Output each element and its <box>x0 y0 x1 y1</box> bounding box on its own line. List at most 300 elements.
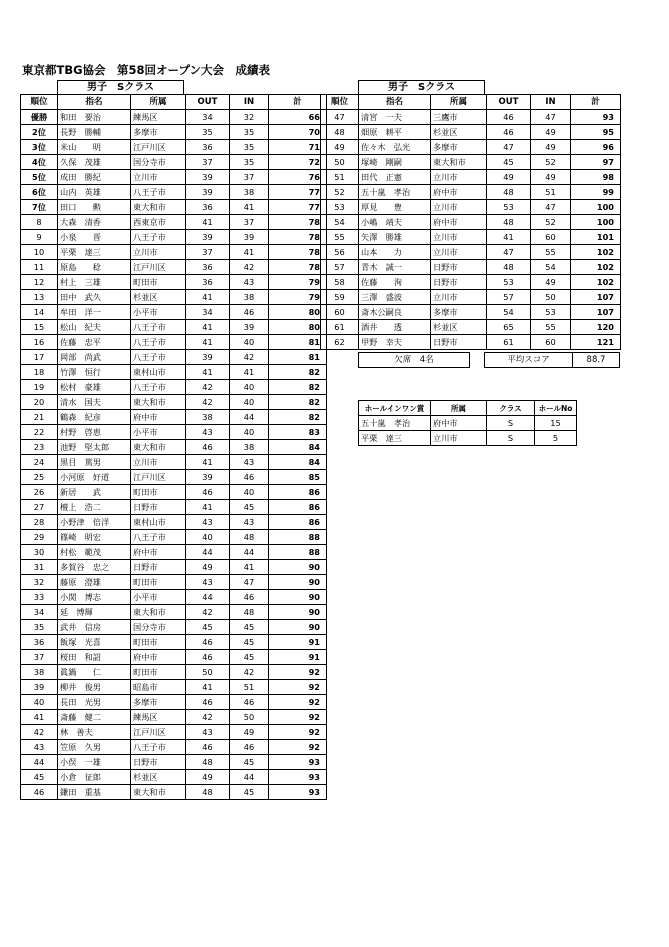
table-row <box>21 230 327 245</box>
affiliation-cell: 立川市 <box>131 245 186 260</box>
in-cell: 40 <box>230 380 269 395</box>
hio-header-row <box>359 401 577 416</box>
table-row <box>321 245 621 260</box>
name-cell: 大森 清香 <box>58 215 131 230</box>
name-cell: 松山 紀夫 <box>58 320 131 335</box>
affiliation-cell: 杉並区 <box>131 290 186 305</box>
in-cell: 44 <box>230 545 269 560</box>
total-cell: 84 <box>269 455 327 470</box>
in-cell: 46 <box>230 695 269 710</box>
affiliation-cell: 日野市 <box>431 260 487 275</box>
in-cell: 48 <box>230 530 269 545</box>
name-cell: 小河原 好道 <box>58 470 131 485</box>
table-row <box>21 770 327 785</box>
out-cell: 41 <box>186 680 230 695</box>
name-cell: 松村 豪雄 <box>58 380 131 395</box>
name-cell: 眞鍋 仁 <box>58 665 131 680</box>
total-cell: 102 <box>571 275 621 290</box>
table-row <box>21 680 327 695</box>
in-cell: 45 <box>230 650 269 665</box>
table-row <box>21 170 327 185</box>
affiliation-cell: 町田市 <box>131 665 186 680</box>
table-row <box>321 335 621 350</box>
table-row <box>21 695 327 710</box>
name-cell: 多賀谷 忠之 <box>58 560 131 575</box>
out-cell: 47 <box>487 245 531 260</box>
affiliation-cell: 三鷹市 <box>431 110 487 125</box>
affiliation-cell: 小平市 <box>131 305 186 320</box>
out-cell: 39 <box>186 185 230 200</box>
total-cell: 92 <box>269 695 327 710</box>
in-cell: 45 <box>230 620 269 635</box>
in-cell: 55 <box>531 245 571 260</box>
rank-cell: 39 <box>21 680 58 695</box>
affiliation-cell: 小平市 <box>131 425 186 440</box>
table-row <box>21 740 327 755</box>
rank-cell: 32 <box>21 575 58 590</box>
name-cell: 武井 信房 <box>58 620 131 635</box>
name-cell: 村野 啓恵 <box>58 425 131 440</box>
table-row <box>321 320 621 335</box>
rank-cell: 21 <box>21 410 58 425</box>
out-cell: 48 <box>487 185 531 200</box>
table-row <box>321 275 621 290</box>
table-row <box>21 200 327 215</box>
in-cell: 35 <box>230 155 269 170</box>
name-cell: 村松 範茂 <box>58 545 131 560</box>
in-cell: 51 <box>531 185 571 200</box>
affiliation-cell: 町田市 <box>131 485 186 500</box>
rank-cell: 優勝 <box>21 110 58 125</box>
affiliation-cell: 練馬区 <box>131 110 186 125</box>
rank-cell: 59 <box>321 290 359 305</box>
affiliation-cell: 八王子市 <box>131 740 186 755</box>
out-cell: 61 <box>487 335 531 350</box>
affiliation-cell: 東大和市 <box>131 605 186 620</box>
col-out: OUT <box>186 95 230 110</box>
affiliation-cell: 多摩市 <box>431 305 487 320</box>
out-cell: 42 <box>186 395 230 410</box>
out-cell: 48 <box>186 755 230 770</box>
affiliation-cell: 東大和市 <box>431 155 487 170</box>
in-cell: 50 <box>230 710 269 725</box>
affiliation-cell: 八王子市 <box>131 380 186 395</box>
affiliation-cell: 立川市 <box>131 455 186 470</box>
rank-cell: 57 <box>321 260 359 275</box>
out-cell: 34 <box>186 110 230 125</box>
col-name: 指名 <box>359 95 431 110</box>
affiliation-cell: 江戸川区 <box>131 140 186 155</box>
in-cell: 42 <box>230 665 269 680</box>
header-row <box>321 95 621 110</box>
out-cell: 37 <box>186 155 230 170</box>
table-row <box>21 125 327 140</box>
out-cell: 36 <box>186 140 230 155</box>
affiliation-cell: 多摩市 <box>131 125 186 140</box>
name-cell: 成田 勝紀 <box>58 170 131 185</box>
in-cell: 50 <box>531 290 571 305</box>
in-cell: 46 <box>230 305 269 320</box>
hio-affiliation-cell: 府中市 <box>431 416 487 431</box>
in-cell: 40 <box>230 395 269 410</box>
affiliation-cell: 東大和市 <box>131 440 186 455</box>
total-cell: 86 <box>269 485 327 500</box>
out-cell: 41 <box>186 365 230 380</box>
affiliation-cell: 練馬区 <box>131 710 186 725</box>
rank-cell: 31 <box>21 560 58 575</box>
rank-cell: 42 <box>21 725 58 740</box>
rank-cell: 13 <box>21 290 58 305</box>
rank-cell: 28 <box>21 515 58 530</box>
rank-cell: 38 <box>21 665 58 680</box>
rank-cell: 8 <box>21 215 58 230</box>
in-cell: 47 <box>230 575 269 590</box>
name-cell: 檀上 浩二 <box>58 500 131 515</box>
affiliation-cell: 立川市 <box>131 170 186 185</box>
rank-cell: 60 <box>321 305 359 320</box>
rank-cell: 41 <box>21 710 58 725</box>
total-cell: 93 <box>571 110 621 125</box>
total-cell: 90 <box>269 590 327 605</box>
in-cell: 53 <box>531 305 571 320</box>
rank-cell: 61 <box>321 320 359 335</box>
rank-cell: 2位 <box>21 125 58 140</box>
table-row <box>321 155 621 170</box>
out-cell: 42 <box>186 380 230 395</box>
hio-hole-cell: 15 <box>535 416 577 431</box>
rank-cell: 12 <box>21 275 58 290</box>
col-affiliation: 所属 <box>431 95 487 110</box>
hio-col-hole: ホールNo <box>535 401 577 416</box>
out-cell: 50 <box>186 665 230 680</box>
name-cell: 小俣 一雄 <box>58 755 131 770</box>
hio-col-class: クラス <box>487 401 535 416</box>
total-cell: 100 <box>571 215 621 230</box>
class-caption-left: 男子 Sクラス <box>57 80 184 95</box>
table-row <box>21 605 327 620</box>
in-cell: 49 <box>531 275 571 290</box>
name-cell: 三澤 盛波 <box>359 290 431 305</box>
affiliation-cell: 立川市 <box>431 230 487 245</box>
name-cell: 岡部 尚武 <box>58 350 131 365</box>
rank-cell: 50 <box>321 155 359 170</box>
name-cell: 篠崎 明宏 <box>58 530 131 545</box>
rank-cell: 33 <box>21 590 58 605</box>
results-table-left <box>20 94 327 800</box>
out-cell: 41 <box>186 335 230 350</box>
affiliation-cell: 東大和市 <box>131 785 186 800</box>
out-cell: 42 <box>186 710 230 725</box>
affiliation-cell: 小平市 <box>131 590 186 605</box>
table-row <box>21 410 327 425</box>
total-cell: 101 <box>571 230 621 245</box>
table-row <box>21 290 327 305</box>
out-cell: 46 <box>186 740 230 755</box>
total-cell: 81 <box>269 350 327 365</box>
table-row <box>21 440 327 455</box>
rank-cell: 36 <box>21 635 58 650</box>
total-cell: 66 <box>269 110 327 125</box>
out-cell: 65 <box>487 320 531 335</box>
total-cell: 76 <box>269 170 327 185</box>
table-row <box>21 755 327 770</box>
out-cell: 36 <box>186 260 230 275</box>
table-row <box>21 665 327 680</box>
name-cell: 小倉 征郎 <box>58 770 131 785</box>
in-cell: 41 <box>230 365 269 380</box>
out-cell: 43 <box>186 515 230 530</box>
rank-cell: 18 <box>21 365 58 380</box>
hio-class-cell: S <box>487 431 535 446</box>
rank-cell: 58 <box>321 275 359 290</box>
rank-cell: 62 <box>321 335 359 350</box>
name-cell: 柳井 俊男 <box>58 680 131 695</box>
out-cell: 49 <box>186 770 230 785</box>
absent-count: 欠席 4名 <box>358 352 470 368</box>
out-cell: 44 <box>186 545 230 560</box>
table-row <box>21 725 327 740</box>
total-cell: 120 <box>571 320 621 335</box>
in-cell: 47 <box>531 110 571 125</box>
total-cell: 81 <box>269 335 327 350</box>
name-cell: 田口 勲 <box>58 200 131 215</box>
affiliation-cell: 江戸川区 <box>131 725 186 740</box>
name-cell: 佐藤 忠平 <box>58 335 131 350</box>
in-cell: 45 <box>230 500 269 515</box>
rank-cell: 10 <box>21 245 58 260</box>
rank-cell: 17 <box>21 350 58 365</box>
rank-cell: 27 <box>21 500 58 515</box>
name-cell: 笠原 久男 <box>58 740 131 755</box>
total-cell: 79 <box>269 275 327 290</box>
col-total: 計 <box>571 95 621 110</box>
out-cell: 46 <box>487 125 531 140</box>
in-cell: 45 <box>230 755 269 770</box>
out-cell: 54 <box>487 305 531 320</box>
name-cell: 長野 勝輔 <box>58 125 131 140</box>
out-cell: 46 <box>186 650 230 665</box>
name-cell: 米山 明 <box>58 140 131 155</box>
affiliation-cell: 多摩市 <box>131 695 186 710</box>
in-cell: 38 <box>230 440 269 455</box>
out-cell: 41 <box>487 230 531 245</box>
rank-cell: 46 <box>21 785 58 800</box>
out-cell: 57 <box>487 290 531 305</box>
in-cell: 49 <box>531 140 571 155</box>
rank-cell: 34 <box>21 605 58 620</box>
in-cell: 43 <box>230 455 269 470</box>
table-row <box>321 290 621 305</box>
rank-cell: 7位 <box>21 200 58 215</box>
affiliation-cell: 国分寺市 <box>131 620 186 635</box>
hio-class-cell: S <box>487 416 535 431</box>
name-cell: 青木 誠一 <box>359 260 431 275</box>
name-cell: 畑原 耕平 <box>359 125 431 140</box>
total-cell: 93 <box>269 770 327 785</box>
table-row <box>321 170 621 185</box>
table-row <box>21 515 327 530</box>
name-cell: 山本 力 <box>359 245 431 260</box>
in-cell: 49 <box>531 125 571 140</box>
rank-cell: 22 <box>21 425 58 440</box>
table-row <box>21 335 327 350</box>
in-cell: 37 <box>230 215 269 230</box>
table-row <box>21 710 327 725</box>
total-cell: 78 <box>269 215 327 230</box>
out-cell: 48 <box>487 215 531 230</box>
name-cell: 厚見 豊 <box>359 200 431 215</box>
in-cell: 35 <box>230 140 269 155</box>
name-cell: 清宮 一夫 <box>359 110 431 125</box>
out-cell: 41 <box>186 215 230 230</box>
in-cell: 41 <box>230 245 269 260</box>
in-cell: 51 <box>230 680 269 695</box>
in-cell: 46 <box>230 590 269 605</box>
total-cell: 88 <box>269 530 327 545</box>
in-cell: 39 <box>230 320 269 335</box>
hio-hole-cell: 5 <box>535 431 577 446</box>
total-cell: 80 <box>269 305 327 320</box>
affiliation-cell: 日野市 <box>431 335 487 350</box>
total-cell: 95 <box>571 125 621 140</box>
out-cell: 47 <box>487 140 531 155</box>
hole-in-one-table <box>358 400 577 446</box>
affiliation-cell: 八王子市 <box>131 230 186 245</box>
out-cell: 49 <box>487 170 531 185</box>
table-row <box>321 110 621 125</box>
affiliation-cell: 八王子市 <box>131 320 186 335</box>
col-name: 指名 <box>58 95 131 110</box>
in-cell: 48 <box>230 605 269 620</box>
out-cell: 46 <box>186 440 230 455</box>
in-cell: 40 <box>230 485 269 500</box>
in-cell: 47 <box>531 200 571 215</box>
name-cell: 竹澤 恒行 <box>58 365 131 380</box>
rank-cell: 4位 <box>21 155 58 170</box>
total-cell: 121 <box>571 335 621 350</box>
in-cell: 52 <box>531 155 571 170</box>
affiliation-cell: 八王子市 <box>131 185 186 200</box>
table-row <box>21 155 327 170</box>
in-cell: 44 <box>230 770 269 785</box>
rank-cell: 45 <box>21 770 58 785</box>
affiliation-cell: 町田市 <box>131 575 186 590</box>
rank-cell: 49 <box>321 140 359 155</box>
header-row <box>21 95 327 110</box>
name-cell: 山内 英雄 <box>58 185 131 200</box>
table-row <box>21 575 327 590</box>
average-score-value: 88.7 <box>586 355 606 365</box>
affiliation-cell: 日野市 <box>131 560 186 575</box>
affiliation-cell: 府中市 <box>431 215 487 230</box>
out-cell: 37 <box>186 245 230 260</box>
col-in: IN <box>230 95 269 110</box>
affiliation-cell: 府中市 <box>131 650 186 665</box>
total-cell: 86 <box>269 515 327 530</box>
table-row <box>321 230 621 245</box>
in-cell: 42 <box>230 350 269 365</box>
in-cell: 43 <box>230 275 269 290</box>
out-cell: 38 <box>186 410 230 425</box>
out-cell: 43 <box>186 575 230 590</box>
table-row <box>21 320 327 335</box>
out-cell: 41 <box>186 320 230 335</box>
affiliation-cell: 東大和市 <box>131 200 186 215</box>
in-cell: 60 <box>531 335 571 350</box>
total-cell: 93 <box>269 785 327 800</box>
rank-cell: 30 <box>21 545 58 560</box>
name-cell: 林 善夫 <box>58 725 131 740</box>
affiliation-cell: 立川市 <box>431 170 487 185</box>
in-cell: 45 <box>230 635 269 650</box>
name-cell: 小関 博志 <box>58 590 131 605</box>
total-cell: 80 <box>269 320 327 335</box>
rank-cell: 26 <box>21 485 58 500</box>
in-cell: 60 <box>531 230 571 245</box>
affiliation-cell: 西東京市 <box>131 215 186 230</box>
rank-cell: 11 <box>21 260 58 275</box>
rank-cell: 43 <box>21 740 58 755</box>
in-cell: 37 <box>230 170 269 185</box>
table-row <box>21 365 327 380</box>
total-cell: 91 <box>269 650 327 665</box>
total-cell: 91 <box>269 635 327 650</box>
out-cell: 41 <box>186 500 230 515</box>
table-row <box>21 470 327 485</box>
total-cell: 102 <box>571 260 621 275</box>
total-cell: 71 <box>269 140 327 155</box>
page-title: 東京都TBG協会 第58回オープン大会 成績表 <box>22 63 271 77</box>
rank-cell: 35 <box>21 620 58 635</box>
in-cell: 42 <box>230 260 269 275</box>
out-cell: 39 <box>186 350 230 365</box>
total-cell: 82 <box>269 380 327 395</box>
total-cell: 82 <box>269 365 327 380</box>
total-cell: 70 <box>269 125 327 140</box>
affiliation-cell: 町田市 <box>131 275 186 290</box>
total-cell: 72 <box>269 155 327 170</box>
out-cell: 40 <box>186 530 230 545</box>
name-cell: 甲野 幸夫 <box>359 335 431 350</box>
out-cell: 53 <box>487 200 531 215</box>
table-row <box>21 395 327 410</box>
name-cell: 斎藤 健二 <box>58 710 131 725</box>
col-rank: 順位 <box>321 95 359 110</box>
table-row <box>321 260 621 275</box>
affiliation-cell: 杉並区 <box>131 770 186 785</box>
rank-cell: 6位 <box>21 185 58 200</box>
table-row <box>321 125 621 140</box>
affiliation-cell: 八王子市 <box>131 350 186 365</box>
name-cell: 久保 茂雄 <box>58 155 131 170</box>
out-cell: 39 <box>186 230 230 245</box>
table-row <box>321 305 621 320</box>
out-cell: 41 <box>186 455 230 470</box>
out-cell: 44 <box>186 590 230 605</box>
rank-cell: 9 <box>21 230 58 245</box>
name-cell: 村上 三雄 <box>58 275 131 290</box>
total-cell: 92 <box>269 740 327 755</box>
table-row <box>21 650 327 665</box>
out-cell: 43 <box>186 725 230 740</box>
total-cell: 84 <box>269 440 327 455</box>
table-row <box>21 260 327 275</box>
total-cell: 77 <box>269 185 327 200</box>
affiliation-cell: 東村山市 <box>131 515 186 530</box>
out-cell: 42 <box>186 605 230 620</box>
total-cell: 88 <box>269 545 327 560</box>
class-caption-right: 男子 Sクラス <box>358 80 485 95</box>
